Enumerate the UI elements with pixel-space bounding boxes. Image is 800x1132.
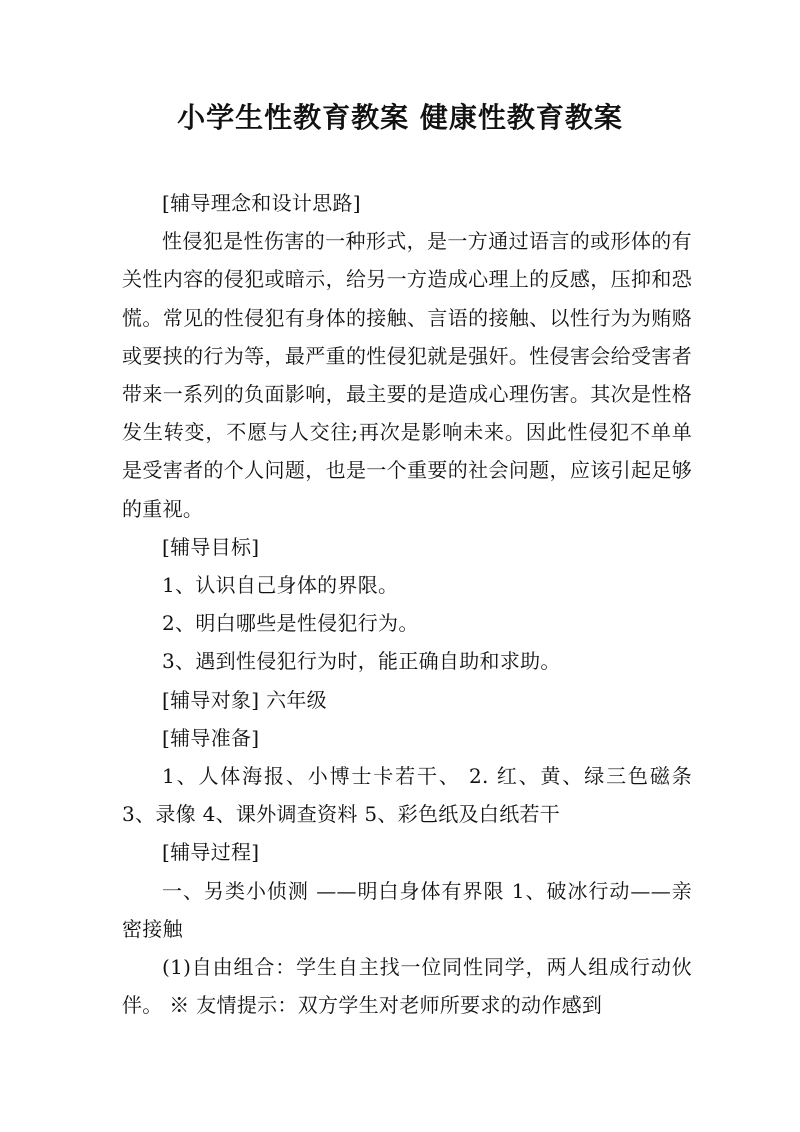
heading-process: [辅导过程] — [162, 840, 260, 865]
heading-design-concept: [辅导理念和设计思路] — [162, 191, 361, 215]
process-step-1: 一、另类小侦测 ——明白身体有界限 1、破冰行动——亲密接触 — [122, 878, 692, 941]
process-step-1-detail: (1)自由组合：学生自主找一位同性同学，两人组成行动伙伴。 ※ 友情提示：双方学生对老师所要求的动作感到 — [122, 955, 692, 1018]
goal-item-1: 1、认识自己身体的界限。 — [162, 573, 399, 598]
document-body — [122, 184, 692, 1024]
paragraph-sexual-assault-intro: 性侵犯是性伤害的一种形式，是一方通过语言的或形体的有关性内容的侵犯或暗示，给另一方造成心理上的反感，压抑和恐慌。常见的性侵犯有身体的接触、言语的接触、以性行为为贿赂或要挟的行为等，最严重的性侵犯就是强奸。性侵害会给受害者带来一系列的负面影响，最主要的是造成心理伤害。其次是性格发生转变，不愿与人交往;再次是影响未来。因此性侵犯不单单是受害者的个人问题，也是一个重要的社会问题，应该引起足够的重视。 — [122, 229, 692, 521]
heading-goals: [辅导目标] — [162, 534, 260, 559]
goal-item-3: 3、遇到性侵犯行为时，能正确自助和求助。 — [162, 649, 561, 674]
document-title: 小学生性教育教案 健康性教育教案 — [177, 101, 623, 134]
preparation-list: 1、人体海报、小博士卡若干、 2. 红、黄、绿三色磁条 3、录像 4、课外调查资料 5、彩色纸及白纸若干 — [122, 764, 692, 827]
heading-preparation: [辅导准备] — [162, 725, 260, 750]
goal-item-2: 2、明白哪些是性侵犯行为。 — [162, 611, 419, 636]
heading-target-audience: [辅导对象] 六年级 — [162, 687, 327, 712]
